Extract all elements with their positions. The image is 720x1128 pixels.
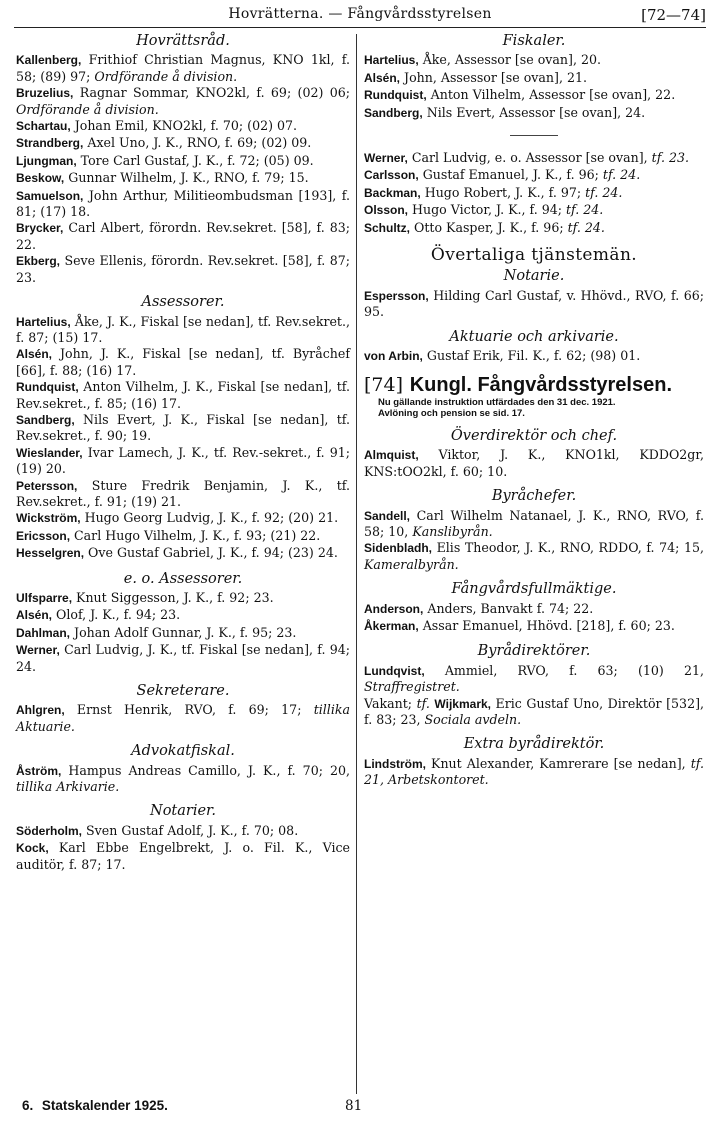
- entry-text: Ivar Lamech, J. K., tf. Rev.-sekret., f. 91; (19) 20.: [16, 444, 350, 477]
- footer-page-number: 81: [345, 1098, 363, 1114]
- entry-name: Sandberg,: [364, 105, 423, 120]
- entry-text: John Arthur, Militieombudsman [193], f. 81; (17) 18.: [16, 187, 350, 220]
- entry-name: Strandberg,: [16, 136, 84, 151]
- list-eo-assessorer: [16, 590, 350, 674]
- entry-tail: Kameralbyrån.: [364, 556, 459, 572]
- running-header: [0, 6, 720, 28]
- entry-text: Carl Albert, förordn. Rev.sekret. [58], f. 83; 22.: [16, 220, 350, 252]
- list-item: [16, 445, 350, 477]
- list-item: [364, 756, 704, 788]
- entry-name: Wieslander,: [16, 445, 83, 460]
- entry-prefix: Vakant;: [364, 695, 417, 711]
- list-item: [16, 220, 350, 252]
- list-item: [16, 510, 350, 526]
- entry-name: Almquist,: [364, 448, 419, 463]
- list-item: [364, 185, 704, 201]
- entry-name: Dahlman,: [16, 625, 71, 640]
- entry-name: Sandell,: [364, 508, 411, 523]
- entry-name: Hartelius,: [16, 314, 71, 329]
- entry-name: Sidenbladh,: [364, 541, 433, 556]
- list-assessorer: [16, 314, 350, 562]
- list-aktuarie: [364, 348, 704, 364]
- entry-name: Alsén,: [16, 608, 53, 623]
- section-title-byrachefer: Byråchefer.: [491, 488, 577, 505]
- list-item: [16, 412, 350, 444]
- section-title-overdirektor: Överdirektör och chef.: [450, 427, 618, 444]
- list-notarie: [364, 288, 704, 320]
- entry-name: Alsén,: [364, 70, 401, 85]
- entry-tail: tillika Arkivarie.: [16, 779, 120, 795]
- entry-name: Carlsson,: [364, 168, 419, 183]
- entry-text: Otto Kasper, J. K., f. 96;: [410, 219, 568, 235]
- entry-name: Åström,: [16, 763, 62, 778]
- page-footer: [0, 1098, 720, 1118]
- list-item: [364, 87, 704, 103]
- entry-text: Anton Vilhelm, J. K., Fiskal [se nedan], tf. Rev.sekret., f. 85; (16) 17.: [16, 379, 350, 411]
- entry-name: Samuelson,: [16, 188, 84, 203]
- entry-text: Anders, Banvakt f. 74; 22.: [423, 600, 594, 616]
- list-tf-fiskaler: [364, 150, 704, 236]
- entry-name: Werner,: [364, 151, 408, 166]
- entry-text: Åke, Assessor [se ovan], 20.: [418, 52, 601, 68]
- column-divider: [356, 34, 357, 1094]
- entry-name: Espersson,: [364, 288, 429, 303]
- entry-text: Gustaf Erik, Fil. K., f. 62; (98) 01.: [422, 348, 641, 364]
- entry-name: Brycker,: [16, 221, 64, 236]
- list-notarier: [16, 823, 350, 872]
- list-item: [364, 150, 704, 166]
- list-item: [16, 625, 350, 641]
- entry-vakant: [364, 696, 704, 728]
- list-extra-byradirektor: [364, 756, 704, 788]
- entry-text: John, Assessor [se ovan], 21.: [400, 69, 587, 85]
- entry-text: Hugo Robert, J. K., f. 97;: [420, 184, 586, 200]
- list-item: [364, 288, 704, 320]
- list-item: [16, 314, 350, 346]
- entry-name: Ulfsparre,: [16, 591, 73, 605]
- list-byrachefer: [364, 508, 704, 573]
- section-title-advokatfiskal: Advokatfiskal.: [131, 743, 235, 760]
- entry-text: Johan Adolf Gunnar, J. K., f. 95; 23.: [70, 624, 297, 640]
- entry-text: John, J. K., Fiskal [se nedan], tf. Byråchef [66], f. 88; (16) 17.: [16, 346, 350, 378]
- entry-tail: Kanslibyrån.: [412, 523, 493, 539]
- entry-name: Ekberg,: [16, 254, 61, 269]
- left-column: [16, 34, 350, 873]
- section-title-sekreterare: Sekreterare.: [136, 683, 230, 700]
- entry-text: Ove Gustaf Gabriel, J. K., f. 94; (23) 24.: [84, 545, 338, 561]
- list-item: [364, 447, 704, 479]
- list-advokatfiskal: [16, 763, 350, 795]
- entry-tail: tf. 23.: [651, 150, 689, 166]
- list-item: [16, 823, 350, 839]
- entry-text: Karl Ebbe Engelbrekt, J. o. Fil. K., Vice auditör, f. 87; 17.: [16, 840, 350, 872]
- list-item: [364, 601, 704, 617]
- section-title-notarie: Notarie.: [503, 268, 565, 285]
- section-title-fiskaler: Fiskaler.: [502, 33, 566, 49]
- list-item: [16, 253, 350, 285]
- list-item: [364, 663, 704, 695]
- list-item: [16, 607, 350, 623]
- entry-text: Hilding Carl Gustaf, v. Hhövd., RVO, f. 66; 95.: [364, 287, 704, 320]
- section-title-notarier: Notarier.: [150, 803, 216, 820]
- entry-text: Eric Gustaf Uno, Direktör [532], f. 83; 23,: [364, 695, 705, 727]
- list-item: [364, 52, 704, 68]
- list-item: [16, 52, 350, 84]
- right-column: [364, 34, 704, 789]
- list-item: [364, 70, 704, 86]
- entry-name: Backman,: [364, 185, 421, 200]
- header-page-range: [72—74]: [641, 6, 706, 24]
- entry-text: Elis Theodor, J. K., RNO, RDDO, f. 74; 15,: [432, 540, 704, 556]
- list-byradirektorer: [364, 663, 704, 695]
- section-title-hovrattsrad: Hovrättsråd.: [136, 33, 230, 49]
- entry-text: Hugo Victor, J. K., f. 94;: [408, 202, 566, 218]
- entry-text: Carl Ludvig, J. K., tf. Fiskal [se nedan], f. 94; 24.: [16, 642, 350, 674]
- entry-name: Anderson,: [364, 601, 424, 616]
- entry-name: Alsén,: [16, 347, 53, 362]
- list-item: [16, 188, 350, 220]
- entry-text: Ernst Henrik, RVO, f. 69; 17;: [64, 702, 314, 718]
- list-item: [16, 702, 350, 734]
- section-title-aktuarie: Aktuarie och arkivarie.: [449, 328, 619, 345]
- entry-name: Hesselgren,: [16, 546, 85, 561]
- entry-text: Carl Wilhelm Natanael, J. K., RNO, RVO, f. 58; 10,: [364, 507, 704, 539]
- entry-tail: tf. 24.: [567, 219, 605, 235]
- list-sekreterare: [16, 702, 350, 734]
- agency-number: [74]: [364, 373, 404, 396]
- entry-name: Hartelius,: [364, 53, 419, 68]
- agency-name: Kungl. Fångvårdsstyrelsen.: [409, 373, 672, 396]
- header-title: Hovrätterna. — Fångvårdsstyrelsen: [228, 6, 492, 22]
- list-hovrattsrad: [16, 52, 350, 285]
- short-divider: [510, 135, 558, 136]
- list-item: [16, 153, 350, 169]
- list-fangvardsfullmaktige: [364, 601, 704, 635]
- entry-name: Lundqvist,: [364, 663, 425, 678]
- entry-text: Gunnar Wilhelm, J. K., RNO, f. 79; 15.: [64, 170, 309, 186]
- entry-name: Rundquist,: [16, 380, 79, 395]
- entry-text: Olof, J. K., f. 94; 23.: [52, 607, 181, 623]
- entry-name: Wijkmark,: [434, 696, 491, 711]
- entry-text: Sven Gustaf Adolf, J. K., f. 70; 08.: [82, 822, 299, 838]
- list-item: [364, 105, 704, 121]
- entry-text: Sture Fredrik Benjamin, J. K., tf. Rev.sekret., f. 91; (19) 21.: [16, 477, 350, 509]
- list-item: [364, 220, 704, 236]
- entry-tail: tf. 21, Arbetskontoret.: [364, 755, 704, 788]
- list-item: [16, 478, 350, 510]
- list-item: [364, 618, 704, 634]
- list-item: [364, 540, 704, 572]
- list-item: [16, 590, 350, 606]
- entry-name: Lindström,: [364, 756, 426, 771]
- section-title-assessorer: Assessorer.: [141, 294, 225, 311]
- entry-name: Rundquist,: [364, 88, 427, 103]
- entry-name: Petersson,: [16, 478, 78, 493]
- entry-name: Kallenberg,: [16, 53, 82, 68]
- entry-name: Ericsson,: [16, 528, 71, 543]
- entry-text: Hampus Andreas Camillo, J. K., f. 70; 20,: [61, 762, 350, 778]
- entry-text: Seve Ellenis, förordn. Rev.sekret. [58], f. 87; 23.: [16, 253, 350, 285]
- entry-name: Sandberg,: [16, 412, 75, 427]
- list-overdirektor: [364, 447, 704, 479]
- entry-name: Wickström,: [16, 511, 81, 526]
- footer-left: [22, 1098, 168, 1114]
- list-item: [364, 202, 704, 218]
- list-item: [16, 528, 350, 544]
- section-title-extra-byradirektor: Extra byrådirektör.: [463, 736, 605, 753]
- entry-text: Nils Evert, J. K., Fiskal [se nedan], tf. Rev.sekret., f. 90; 19.: [16, 411, 350, 444]
- instruction-note: Nu gällande instruktion utfärdades den 31 dec. 1921.: [378, 396, 616, 408]
- entry-tail: Sociala avdeln.: [424, 712, 522, 727]
- footer-volume-number: 6.: [22, 1098, 34, 1113]
- entry-text: Axel Uno, J. K., RNO, f. 69; (02) 09.: [83, 135, 312, 151]
- entry-text: Gustaf Emanuel, J. K., f. 96;: [418, 167, 603, 183]
- list-item: [16, 170, 350, 186]
- salary-note: Avlöning och pension se sid. 17.: [378, 407, 525, 419]
- entry-tail: Straffregistret.: [364, 679, 460, 695]
- entry-name: Kock,: [16, 841, 49, 856]
- list-item: [16, 642, 350, 674]
- list-item: [16, 135, 350, 151]
- section-title-eo-assessorer: e. o. Assessorer.: [123, 570, 243, 587]
- section-title-fangvardsfullmaktige: Fångvårdsfullmäktige.: [451, 581, 617, 598]
- section-title-overtaliga: Övertaliga tjänstemän.: [430, 245, 638, 266]
- entry-name: von Arbin,: [364, 349, 423, 364]
- list-fiskaler: [364, 52, 704, 121]
- entry-name: Åkerman,: [364, 618, 419, 633]
- entry-name: Beskow,: [16, 171, 65, 186]
- entry-text: Knut Alexander, Kamrerare [se nedan],: [426, 755, 691, 771]
- list-item: [16, 840, 350, 872]
- entry-text: Åke, J. K., Fiskal [se nedan], tf. Rev.sekret., f. 87; (15) 17.: [16, 313, 350, 345]
- entry-tail: tillika Aktuarie.: [16, 702, 350, 734]
- list-item: [16, 118, 350, 134]
- entry-name: Söderholm,: [16, 823, 83, 838]
- entry-text: Tore Carl Gustaf, J. K., f. 72; (05) 09.: [76, 152, 314, 168]
- entry-name: Bruzelius,: [16, 86, 74, 101]
- entry-name: Werner,: [16, 643, 60, 658]
- entry-tail: tf. 24.: [602, 167, 641, 183]
- list-item: [16, 85, 350, 117]
- list-item: [16, 379, 350, 411]
- entry-name: Olsson,: [364, 203, 409, 218]
- list-item: [364, 508, 704, 540]
- entry-text: Carl Ludvig, e. o. Assessor [se ovan],: [407, 150, 652, 166]
- footer-publication: Statskalender 1925.: [41, 1098, 168, 1113]
- entry-tail: tf. 24.: [565, 202, 604, 218]
- list-item: [16, 545, 350, 561]
- section-title-byradirektorer: Byrådirektörer.: [477, 643, 591, 660]
- entry-name: Schultz,: [364, 220, 411, 235]
- entry-text: Anton Vilhelm, Assessor [se ovan], 22.: [426, 87, 676, 103]
- entry-name: Ljungman,: [16, 153, 77, 168]
- entry-text: Assar Emanuel, Hhövd. [218], f. 60; 23.: [418, 617, 675, 633]
- entry-text: Knut Siggesson, J. K., f. 92; 23.: [72, 590, 274, 605]
- entry-tail: Ordförande å division.: [94, 68, 238, 84]
- entry-text: Nils Evert, Assessor [se ovan], 24.: [422, 104, 646, 120]
- list-item: [364, 348, 704, 364]
- list-item: [364, 167, 704, 183]
- agency-heading: [364, 373, 704, 396]
- entry-name: Ahlgren,: [16, 703, 65, 718]
- list-item: [16, 346, 350, 378]
- entry-tail: tf. 24.: [585, 184, 623, 200]
- header-rule: [14, 27, 706, 28]
- list-item: [16, 763, 350, 795]
- entry-text: Carl Hugo Vilhelm, J. K., f. 93; (21) 22.: [70, 527, 321, 543]
- entry-text: Ragnar Sommar, KNO2kl, f. 69; (02) 06;: [73, 85, 350, 101]
- entry-text: Frithiof Christian Magnus, KNO 1kl, f. 58; (89) 97;: [16, 52, 350, 84]
- entry-text: Viktor, J. K., KNO1kl, KDDO2gr, KNS:tOO2kl, f. 60; 10.: [364, 447, 704, 479]
- entry-tail: Ordförande å division.: [16, 101, 159, 117]
- entry-tf: tf.: [416, 695, 435, 711]
- entry-text: Johan Emil, KNO2kl, f. 70; (02) 07.: [70, 118, 298, 134]
- entry-text: Ammiel, RVO, f. 63; (10) 21,: [424, 662, 704, 678]
- entry-name: Schartau,: [16, 119, 71, 134]
- entry-text: Hugo Georg Ludvig, J. K., f. 92; (20) 21.: [80, 510, 339, 526]
